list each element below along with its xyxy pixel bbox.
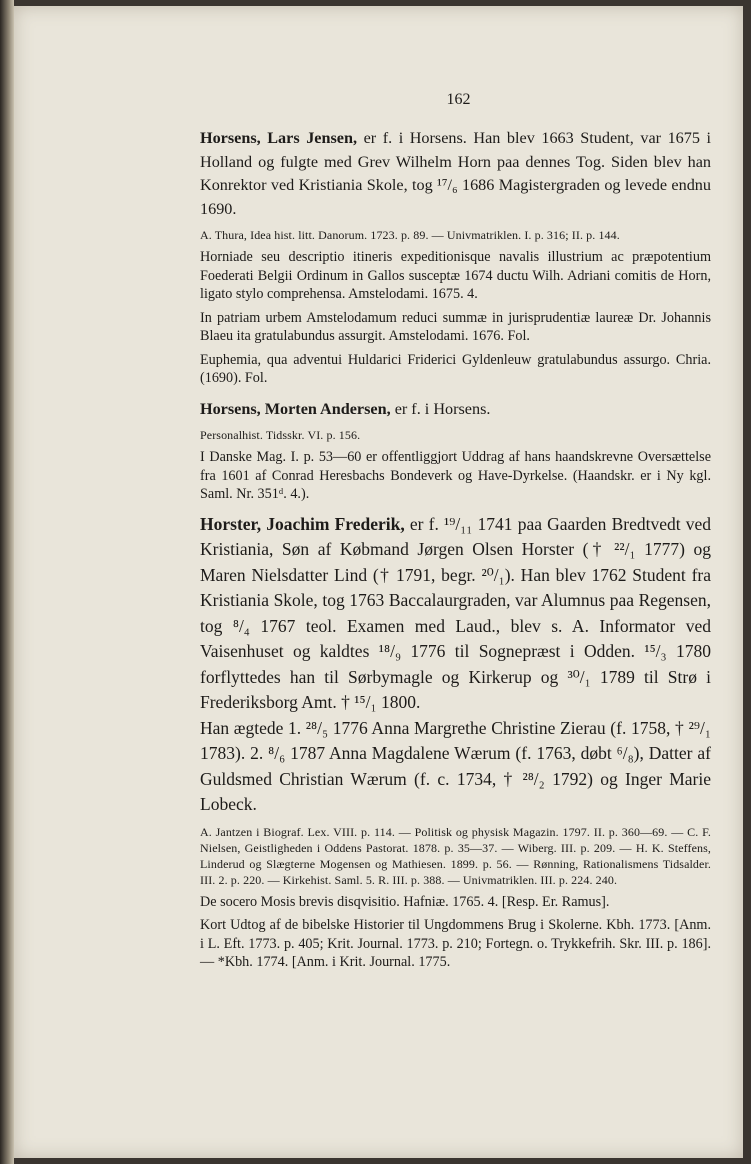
entry-sources: A. Thura, Idea hist. litt. Danorum. 1723. p. 89. — Univmatriklen. I. p. 316; II. p. 144. [200, 228, 620, 242]
entry-joachim-frederik-horster [200, 512, 711, 972]
entry-body: er f. i Horsens. Han blev 1663 Student, var 1675 i Holland og fulgte med Grev Wilhelm Horn paa dennes Tog. Siden blev han Konrektor ved Kristiania Skole, tog ¹⁷/₆ 1686 Magistergraden og levede endnu 1690. [200, 129, 711, 218]
entry-lars-jensen-horsens [200, 127, 711, 388]
work-item: In patriam urbem Amstelodamum reduci summæ in jurisprudentiæ laureæ Dr. Johannis Blaeu ita gratulabundus assurgit. Amstelodami. 1676. Fol. [200, 309, 711, 344]
work-item: De socero Mosis brevis disqvisitio. Hafniæ. 1765. 4. [Resp. Er. Ramus]. [200, 893, 610, 910]
entry-text [200, 127, 711, 221]
page-number: 162 [446, 91, 471, 108]
work-item: I Danske Mag. I. p. 53—60 er offentliggjort Uddrag af hans haandskrevne Oversættelse fra 1601 af Conrad Heresbachs Bondeverk og Have-Dyrkelse. (Haandskr. er i Ny kgl. Saml. Nr. 351ᵈ. 4.). [200, 449, 711, 502]
entry-name: Horster, Joachim Frederik, [200, 513, 405, 534]
entry-text [200, 512, 711, 716]
work-item: Euphemia, qua adventui Huldarici Friderici Gyldenleuw gratulabundus assurgo. Chria. (1690). Fol. [200, 351, 711, 386]
entry-sources: A. Jantzen i Biograf. Lex. VIII. p. 114. — Politisk og physisk Magazin. 1797. II. p. 360—69. — C. F. Nielsen, Geistligheden i Oddens Pastorat. 1878. p. 35—37. — Wiberg. III. p. 209. — H. K. Steffens, Linderud og Slægterne Mogensen og Mathiesen. 1899. p. 56. — Rønning, Rationalismens Tidsalder. III. 2. p. 220. — Kirkehist. Saml. 5. R. III. p. 388. — Univmatriklen. III. p. 224. 240. [200, 824, 711, 887]
work-item: Kort Udtog af de bibelske Historier til Ungdommens Brug i Skolerne. Kbh. 1773. [Anm. i L. Eft. 1773. p. 405; Krit. Journal. 1773. p. 210; Fortegn. o. Trykkefrih. Skr. III. p. 186]. — *Kbh. 1774. [Anm. i Krit. Journal. 1775. [200, 917, 711, 970]
entry-text [200, 398, 711, 422]
entry-body: er f. i Horsens. [390, 399, 491, 418]
entry-name: Horsens, Morten Andersen, [200, 399, 391, 418]
book-binding-edge [0, 0, 14, 1164]
entry-morten-andersen-horsens [200, 398, 711, 504]
work-item: Horniade seu descriptio itineris expeditionisque navalis illustrium ac præpotentium Foederati Belgii Ordinum in Gallos susceptæ 1674 ductu Wilh. Adriani comitis de Horn, ligato stylo comprehensa. Amstelodami. 1675. 4. [200, 249, 711, 302]
text-column [200, 91, 711, 972]
entry-marriage-text: Han ægtede 1. ²⁸/₅ 1776 Anna Margrethe Christine Zierau (f. 1758, † ²⁹/₁ 1783). 2. ⁸/₆ 1787 Anna Magdalene Wærum (f. 1763, døbt ⁶/₈), Datter af Guldsmed Christian Wærum (f. c. 1734, † ²⁸/₂ 1792) og Inger Marie Lobeck. [200, 717, 711, 814]
entry-sources: Personalhist. Tidsskr. VI. p. 156. [200, 428, 361, 442]
entry-name: Horsens, Lars Jensen, [200, 129, 358, 147]
book-page [14, 6, 743, 1158]
entry-body: er f. ¹⁹/₁₁ 1741 paa Gaarden Bredtvedt ved Kristiania, Søn af Købmand Jørgen Olsen Horster († ²²/₁ 1777) og Maren Nielsdatter Lind († 1791, begr. ²⁰/₁). Han blev 1762 Student fra Kristiania Skole, tog 1763 Baccalaurgraden, var Alumnus paa Regensen, tog ⁸/₄ 1767 teol. Examen med Laud., blev s. A. Informator ved Vaisenhuset og kaldtes ¹⁸/₉ 1776 til Sognepræst i Odden. ¹⁵/₃ 1780 forflyttedes han til Sørbymagle og Kirkerup og ³⁰/₁ 1789 til Strø i Frederiksborg Amt. † ¹⁵/₁ 1800. [200, 513, 711, 712]
